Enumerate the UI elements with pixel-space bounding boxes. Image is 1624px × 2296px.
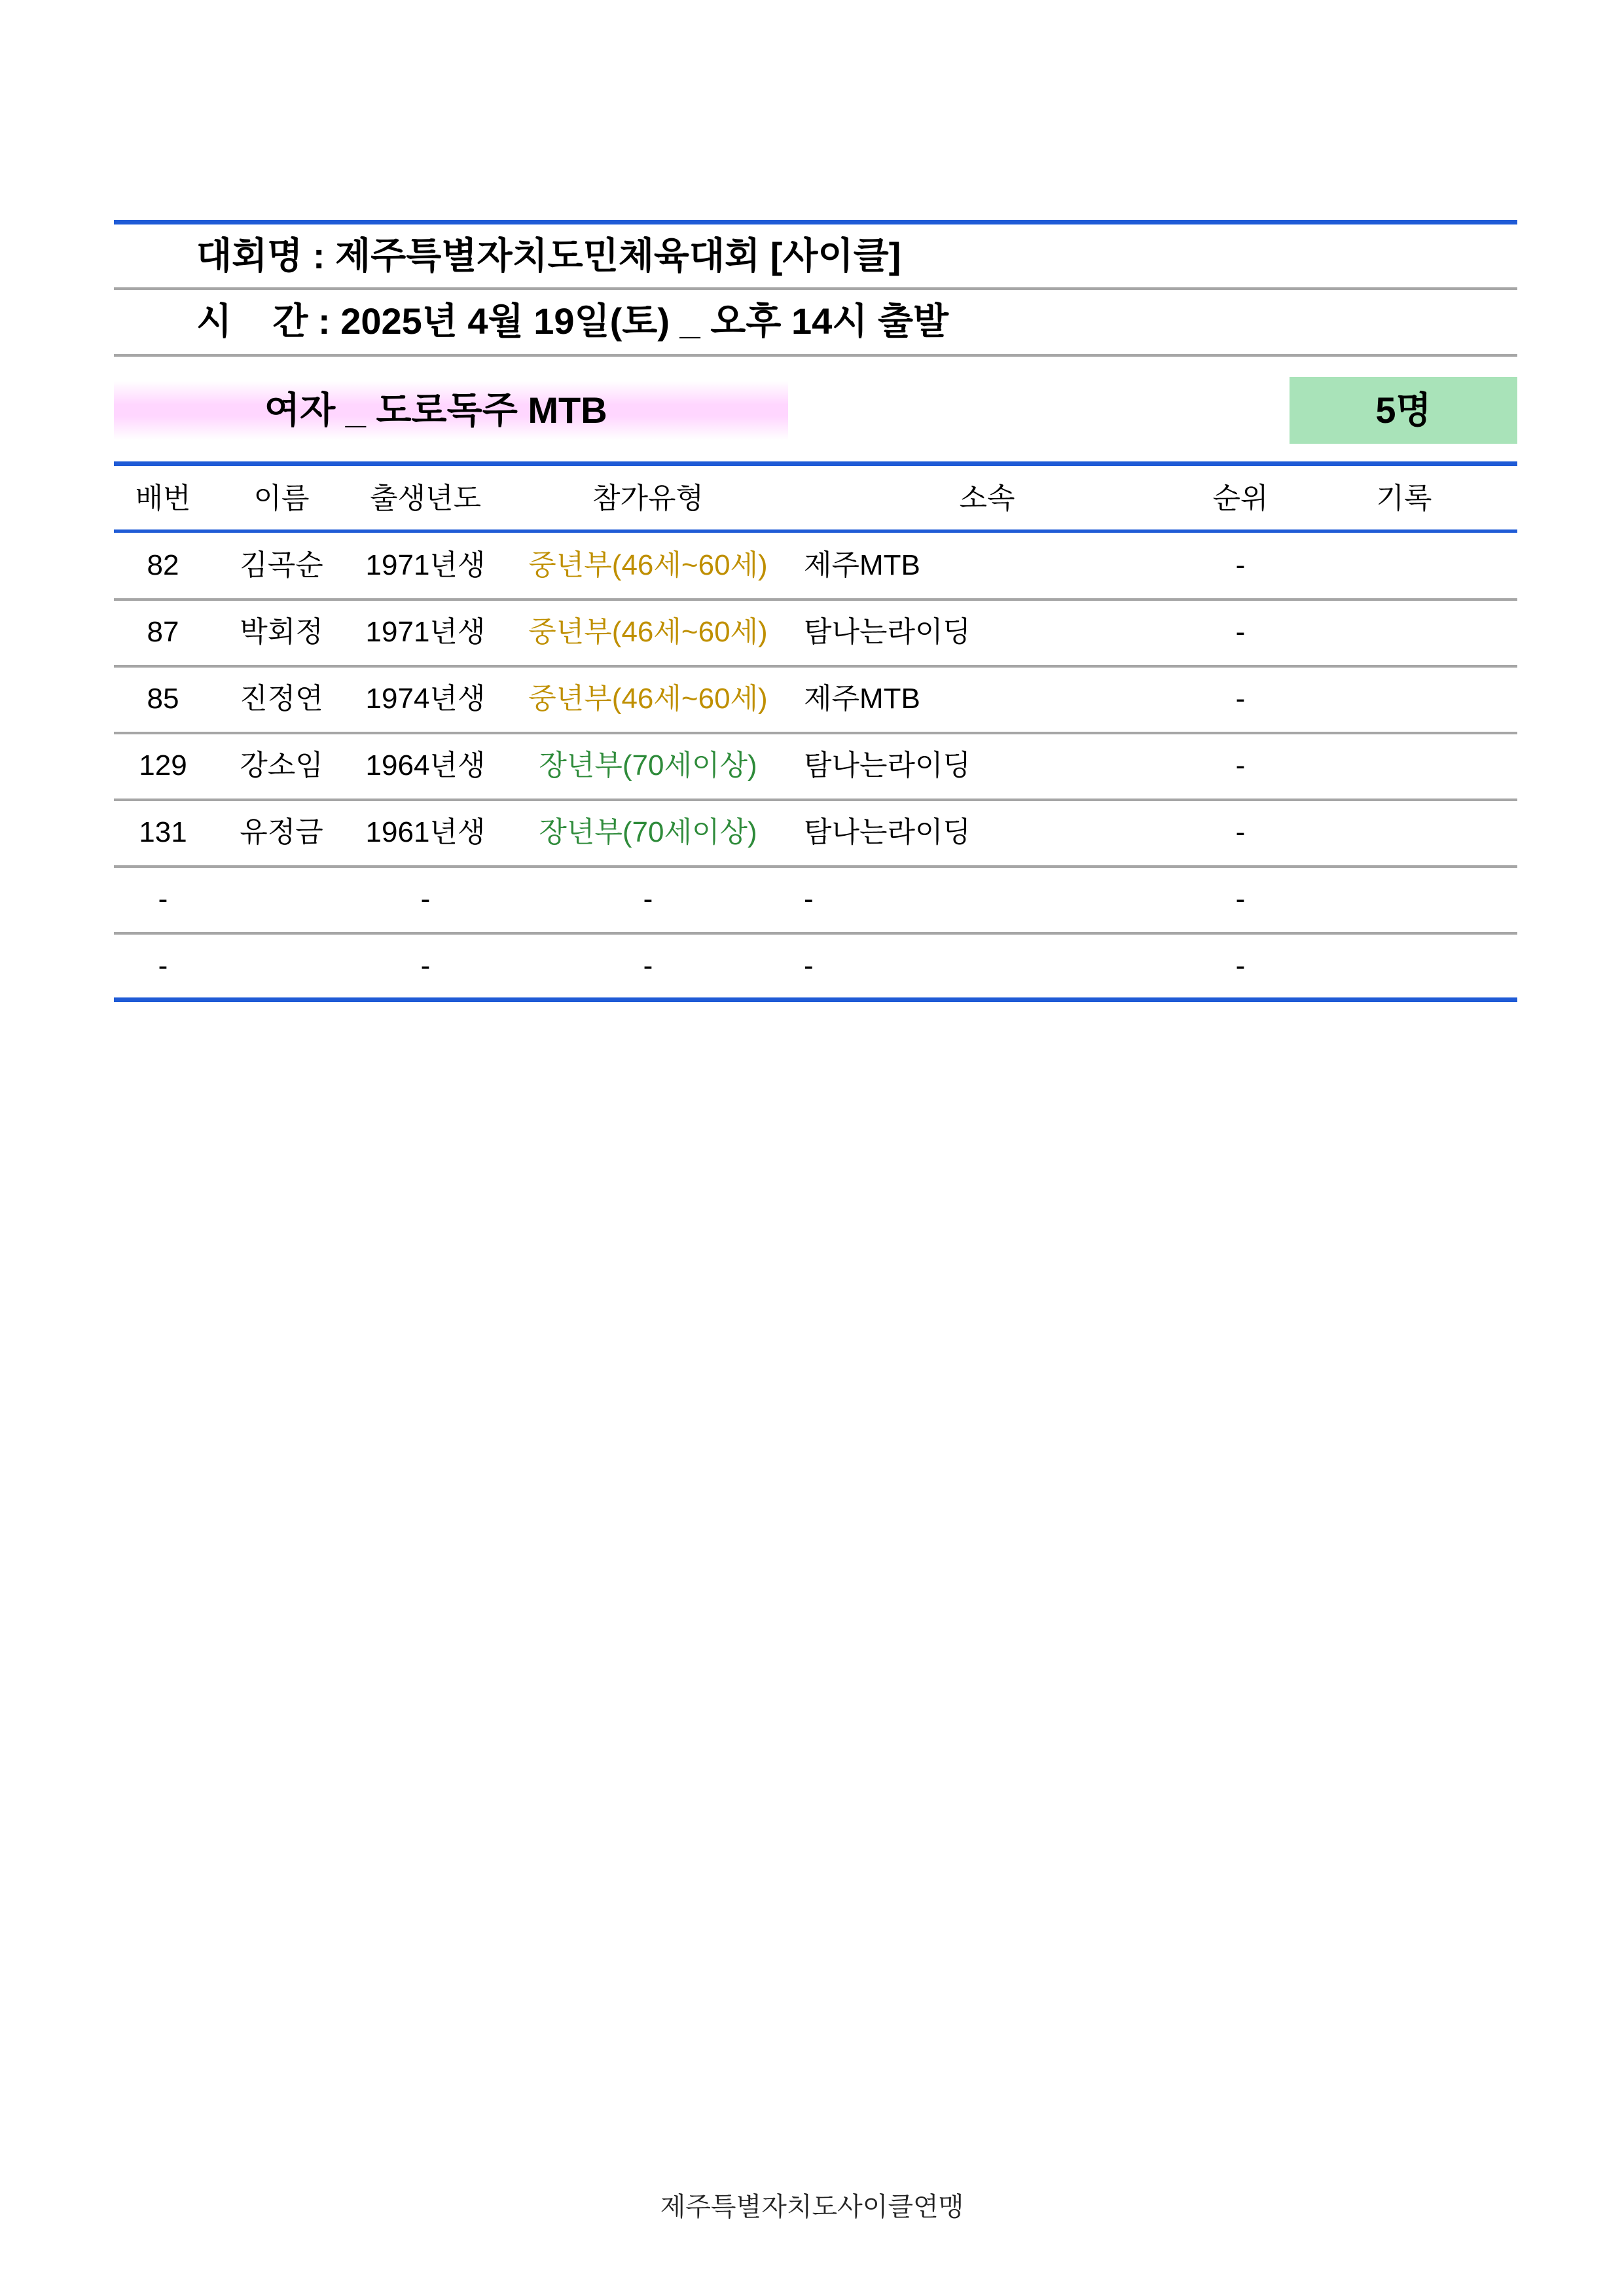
- row-type: -: [643, 950, 653, 982]
- category-label: 여자 _ 도로독주 MTB: [264, 389, 607, 431]
- event-title: 대회명 : 제주특별자치도민체육대회 [사이클]: [196, 235, 901, 276]
- row-name: 진정연: [240, 683, 323, 715]
- table-row: [0, 733, 1624, 800]
- table-row: [0, 600, 1624, 666]
- row-rank: -: [1235, 549, 1246, 581]
- row-birth-year: 1964년생: [365, 749, 486, 781]
- category-banner: [114, 381, 788, 440]
- row-type: -: [643, 883, 653, 915]
- row-club: -: [804, 883, 814, 915]
- table-bottom-rule: [114, 997, 1517, 1002]
- row-bib: 87: [147, 616, 179, 648]
- row-name: 박회정: [240, 616, 323, 648]
- row-rank: -: [1235, 816, 1246, 848]
- row-club: 제주MTB: [804, 683, 920, 715]
- table-top-rule: [114, 461, 1517, 466]
- row-birth-year: -: [420, 883, 431, 915]
- row-record: [1309, 800, 1499, 865]
- row-bib: -: [158, 950, 168, 982]
- row-record: [1309, 666, 1499, 732]
- table-row: [0, 533, 1624, 600]
- participant-count: 5명: [1290, 377, 1517, 444]
- row-birth-year: 1961년생: [365, 816, 486, 848]
- row-club: -: [804, 950, 814, 982]
- row-type: 장년부(70세이상): [539, 749, 757, 781]
- row-name: 유정금: [240, 816, 323, 848]
- header-rank: 순위: [1212, 482, 1269, 514]
- row-club: 탐나는라이딩: [804, 816, 971, 848]
- header-name: 이름: [253, 482, 310, 514]
- row-name: 김곡순: [240, 549, 323, 581]
- table-row: [0, 666, 1624, 733]
- row-birth-year: -: [420, 950, 431, 982]
- row-name: [216, 867, 347, 932]
- row-rank: -: [1235, 950, 1246, 982]
- divider: [114, 354, 1517, 357]
- row-bib: 129: [139, 749, 187, 781]
- table-header: [0, 466, 1624, 531]
- row-record: [1309, 733, 1499, 798]
- row-name: 강소임: [240, 749, 323, 781]
- row-record: [1309, 933, 1499, 999]
- row-bib: 85: [147, 683, 179, 715]
- header-club: 소속: [959, 482, 1015, 514]
- row-club: 제주MTB: [804, 549, 920, 581]
- row-rank: -: [1235, 616, 1246, 648]
- row-name: [216, 933, 347, 999]
- row-type: 중년부(46세~60세): [528, 549, 768, 581]
- row-club: 탐나는라이딩: [804, 749, 971, 781]
- start-time: 시 간 : 2025년 4월 19일(토) _ 오후 14시 출발: [196, 300, 949, 342]
- table-row: [0, 800, 1624, 867]
- row-rank: -: [1235, 883, 1246, 915]
- row-record: [1309, 867, 1499, 932]
- row-type: 중년부(46세~60세): [528, 616, 768, 648]
- row-record: [1309, 600, 1499, 665]
- row-birth-year: 1974년생: [365, 683, 486, 715]
- row-rank: -: [1235, 749, 1246, 781]
- header-year: 출생년도: [369, 482, 481, 514]
- row-birth-year: 1971년생: [365, 616, 486, 648]
- top-rule: [114, 220, 1517, 224]
- row-record: [1309, 533, 1499, 598]
- header-type: 참가유형: [592, 482, 704, 514]
- row-club: 탐나는라이딩: [804, 616, 971, 648]
- row-type: 중년부(46세~60세): [528, 683, 768, 715]
- header-record: 기록: [1376, 482, 1432, 514]
- row-birth-year: 1971년생: [365, 549, 486, 581]
- row-type: 장년부(70세이상): [539, 816, 757, 848]
- footer-org: 제주특별자치도사이클연맹: [660, 2193, 964, 2221]
- table-row: [0, 867, 1624, 933]
- table-row: [0, 933, 1624, 1000]
- row-rank: -: [1235, 683, 1246, 715]
- header-bib: 배번: [135, 482, 191, 514]
- row-bib: -: [158, 883, 168, 915]
- row-bib: 82: [147, 549, 179, 581]
- row-bib: 131: [139, 816, 187, 848]
